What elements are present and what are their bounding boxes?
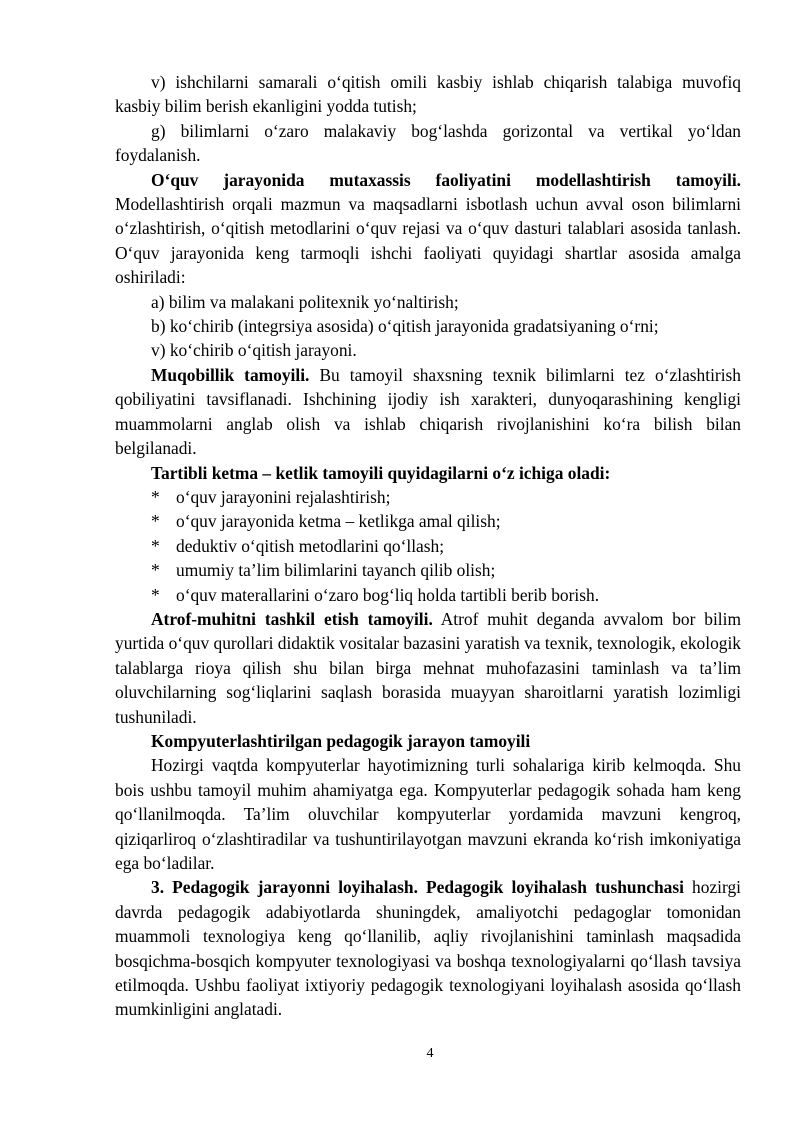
list-item-b: b) ko‘chirib (integrsiya asosida) o‘qitish jarayonida gradatsiyaning o‘rni; [151, 316, 659, 337]
paragraph-muqobillik [115, 363, 741, 461]
paragraph-tartibli [115, 461, 741, 485]
section-heading-muqobillik: Muqobillik tamoyili. [151, 364, 310, 385]
paragraph-g: g) bilimlarni o‘zaro malakaviy bog‘lashda gorizontal va vertikal yo‘ldan foydalanish. [115, 120, 741, 166]
bullet-item [115, 509, 741, 533]
paragraph-loyihalash [115, 875, 741, 1021]
bullet-item [115, 583, 741, 607]
section-heading-modellashtirish: O‘quv jarayonida mutaxassis faoliyatini modellashtirish tamoyili. [151, 169, 741, 190]
bullet-text: umumiy ta’lim bilimlarini tayanch qilib olish; [176, 560, 496, 581]
section-heading-atrof-muhit: Atrof-muhitni tashkil etish tamoyili. [151, 608, 433, 629]
bullet-text: o‘quv materallarini o‘zaro bog‘liq holda tartibli berib borish. [176, 584, 600, 605]
bullet-mark: * [151, 535, 160, 556]
paragraph-text: Modellashtirish orqali mazmun va maqsadlarni isbotlash uchun avval oson bilimlarni o‘zlashtirish, o‘qitish metodlarini o‘quv rejasi va o‘quv dasturi talablari asosida tanlash. O‘quv jarayonida keng tarmoqli ishchi faoliyati quyidagi shartlar asosida amalga oshiriladi: [115, 194, 741, 288]
paragraph-kompyuterlashtirilgan [115, 729, 741, 753]
list-item-v: v) ko‘chirib o‘qitish jarayoni. [151, 340, 357, 361]
paragraph-atrof-muhit [115, 607, 741, 729]
section-heading-loyihalash: 3. Pedagogik jarayonni loyihalash. Pedagogik loyihalash tushunchasi [151, 877, 684, 898]
bullet-item [115, 558, 741, 582]
section-heading-kompyuterlashtirilgan: Kompyuterlashtirilgan pedagogik jarayon tamoyili [151, 730, 531, 751]
page-number: 4 [426, 1046, 434, 1061]
section-heading-tartibli: Tartibli ketma – ketlik tamoyili quyidagilarni o‘z ichiga oladi: [151, 462, 611, 483]
bullet-mark: * [151, 486, 160, 507]
paragraph-hozirgi: Hozirgi vaqtda kompyuterlar hayotimizning turli sohalariga kirib kelmoqda. Shu bois ushbu tamoyil muhim ahamiyatga ega. Kompyuterlar pedagogik sohada ham keng qo‘llanilmoqda. Ta’lim oluvchilar kompyuterlar yordamida mavzuni kengroq, qiziqarliroq o‘zlashtiradilar va tushuntirilayotgan mavzuni ekranda ko‘rish imkoniyatiga ega bo‘ladilar. [115, 755, 741, 873]
document-body [115, 70, 741, 1022]
bullet-mark: * [151, 560, 160, 581]
bullet-text: deduktiv o‘qitish metodlarini qo‘llash; [176, 535, 445, 556]
paragraph-v: v) ishchilarni samarali o‘qitish omili kasbiy ishlab chiqarish talabiga muvofiq kasbiy bilim berish ekanligini yodda tutish; [115, 72, 741, 117]
list-item-a: a) bilim va malakani politexnik yo‘naltirish; [151, 291, 459, 312]
paragraph-text: Atrof muhit deganda avvalom bor bilim yurtida o‘quv qurollari didaktik vositalar bazasini yaratish va texnik, texnologik, ekologik talablarga rioya qilish shu bilan birga mehnat muhofazasini taminlash va ta’lim oluvchilarning sog‘liqlarini saqlash borasida muayyan sharoitlarni yaratish lozimligi tushuniladi. [115, 608, 741, 727]
bullet-item [115, 534, 741, 558]
paragraph-text: Bu tamoyil shaxsning texnik bilimlarni tez o‘zlashtirish qobiliyatini tavsiflanadi. Ishchining ijodiy ish xarakteri, dunyoqarashining kengligi muammolarni anglab olish va ishlab chiqarish rivojlanishini ko‘ra bilish bilan belgilanadi. [115, 364, 741, 459]
bullet-item [115, 485, 741, 509]
paragraph-text: hozirgi davrda pedagogik adabiyotlarda shuningdek, amaliyotchi pedagoglar tomonidan muammoli texnologiya keng qo‘llanilib, aqliy rivojlanishini taminlash maqsadida bosqichma-bosqich kompyuter texnologiyasi va boshqa texnologiyalarni qo‘llash tavsiya etilmoqda. Ushbu faoliyat ixtiyoriy pedagogik texnologiyani loyihalash asosida qo‘llash mumkinligini anglatadi. [115, 877, 741, 1020]
bullet-text: o‘quv jarayonida ketma – ketlikga amal qilish; [176, 511, 501, 532]
bullet-text: o‘quv jarayonini rejalashtirish; [176, 486, 391, 507]
paragraph-modellashtirish [115, 168, 741, 290]
bullet-mark: * [151, 511, 160, 532]
bullet-mark: * [151, 584, 160, 605]
